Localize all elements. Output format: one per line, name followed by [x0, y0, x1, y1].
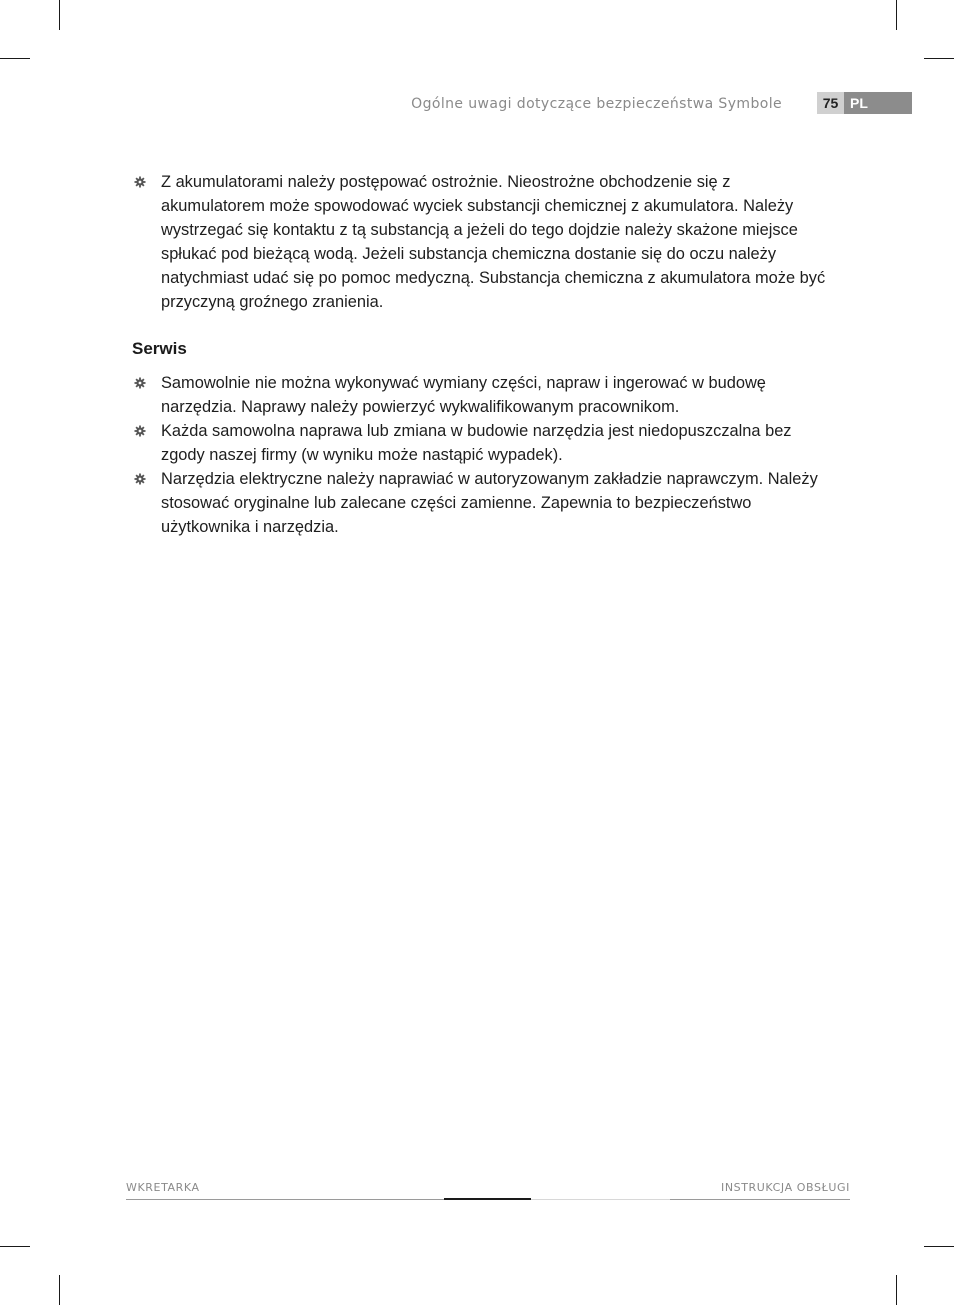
gear-bullet-icon	[134, 176, 146, 188]
list-item	[132, 371, 832, 419]
language-label: PL	[844, 92, 912, 114]
running-header: Ogólne uwagi dotyczące bezpieczeństwa Symbole	[411, 96, 782, 112]
list-item-text: Narzędzia elektryczne należy naprawiać w autoryzowanym zakładzie naprawczym. Należy stosować oryginalne lub zalecane części zamienne. Zapewnia to bezpieczeństwo użytkownika i narzędzia.	[161, 470, 818, 536]
crop-mark	[59, 0, 60, 30]
footer-rule	[670, 1199, 850, 1200]
crop-mark	[896, 1275, 897, 1305]
crop-mark	[0, 58, 30, 59]
intro-bullet-list	[132, 170, 832, 314]
crop-mark	[896, 0, 897, 30]
list-item-text: Każda samowolna naprawa lub zmiana w budowie narzędzia jest niedopuszczalna bez zgody naszej firmy (w wyniku może nastąpić wypadek).	[161, 422, 792, 464]
gear-bullet-icon	[134, 473, 146, 485]
gear-bullet-icon	[134, 377, 146, 389]
crop-mark	[924, 1246, 954, 1247]
list-item-text: Samowolnie nie można wykonywać wymiany części, napraw i ingerować w budowę narzędzia. Naprawy należy powierzyć wykwalifikowanym pracownikom.	[161, 374, 766, 416]
crop-mark	[59, 1275, 60, 1305]
footer-rule	[444, 1198, 531, 1200]
page-content	[132, 170, 832, 539]
crop-mark	[0, 1246, 30, 1247]
list-item-text: Z akumulatorami należy postępować ostrożnie. Nieostrożne obchodzenie się z akumulatorem może spowodować wyciek substancji chemicznej z akumulatora. Należy wystrzegać się kontaktu z tą substancją a jeżeli do tego dojdzie należy skażone miejsce spłukać pod bieżącą wodą. Jeżeli substancja chemiczna dostanie się do oczu należy natychmiast udać się po pomoc medyczną. Substancja chemiczna z akumulatora może być przyczyną groźnego zranienia.	[161, 173, 826, 311]
page-tab	[817, 92, 912, 114]
list-item	[132, 419, 832, 467]
footer-rule	[531, 1199, 670, 1200]
gear-bullet-icon	[134, 425, 146, 437]
page-number: 75	[817, 92, 844, 114]
section-heading: Serwis	[132, 339, 187, 358]
footer-doc-type: INSTRUKCJA OBSŁUGI	[720, 1181, 850, 1194]
footer-rule	[126, 1199, 444, 1200]
list-item	[132, 170, 832, 314]
service-bullet-list	[132, 371, 832, 539]
footer-product: WKRETARKA	[126, 1181, 200, 1194]
list-item	[132, 467, 832, 539]
crop-mark	[924, 58, 954, 59]
